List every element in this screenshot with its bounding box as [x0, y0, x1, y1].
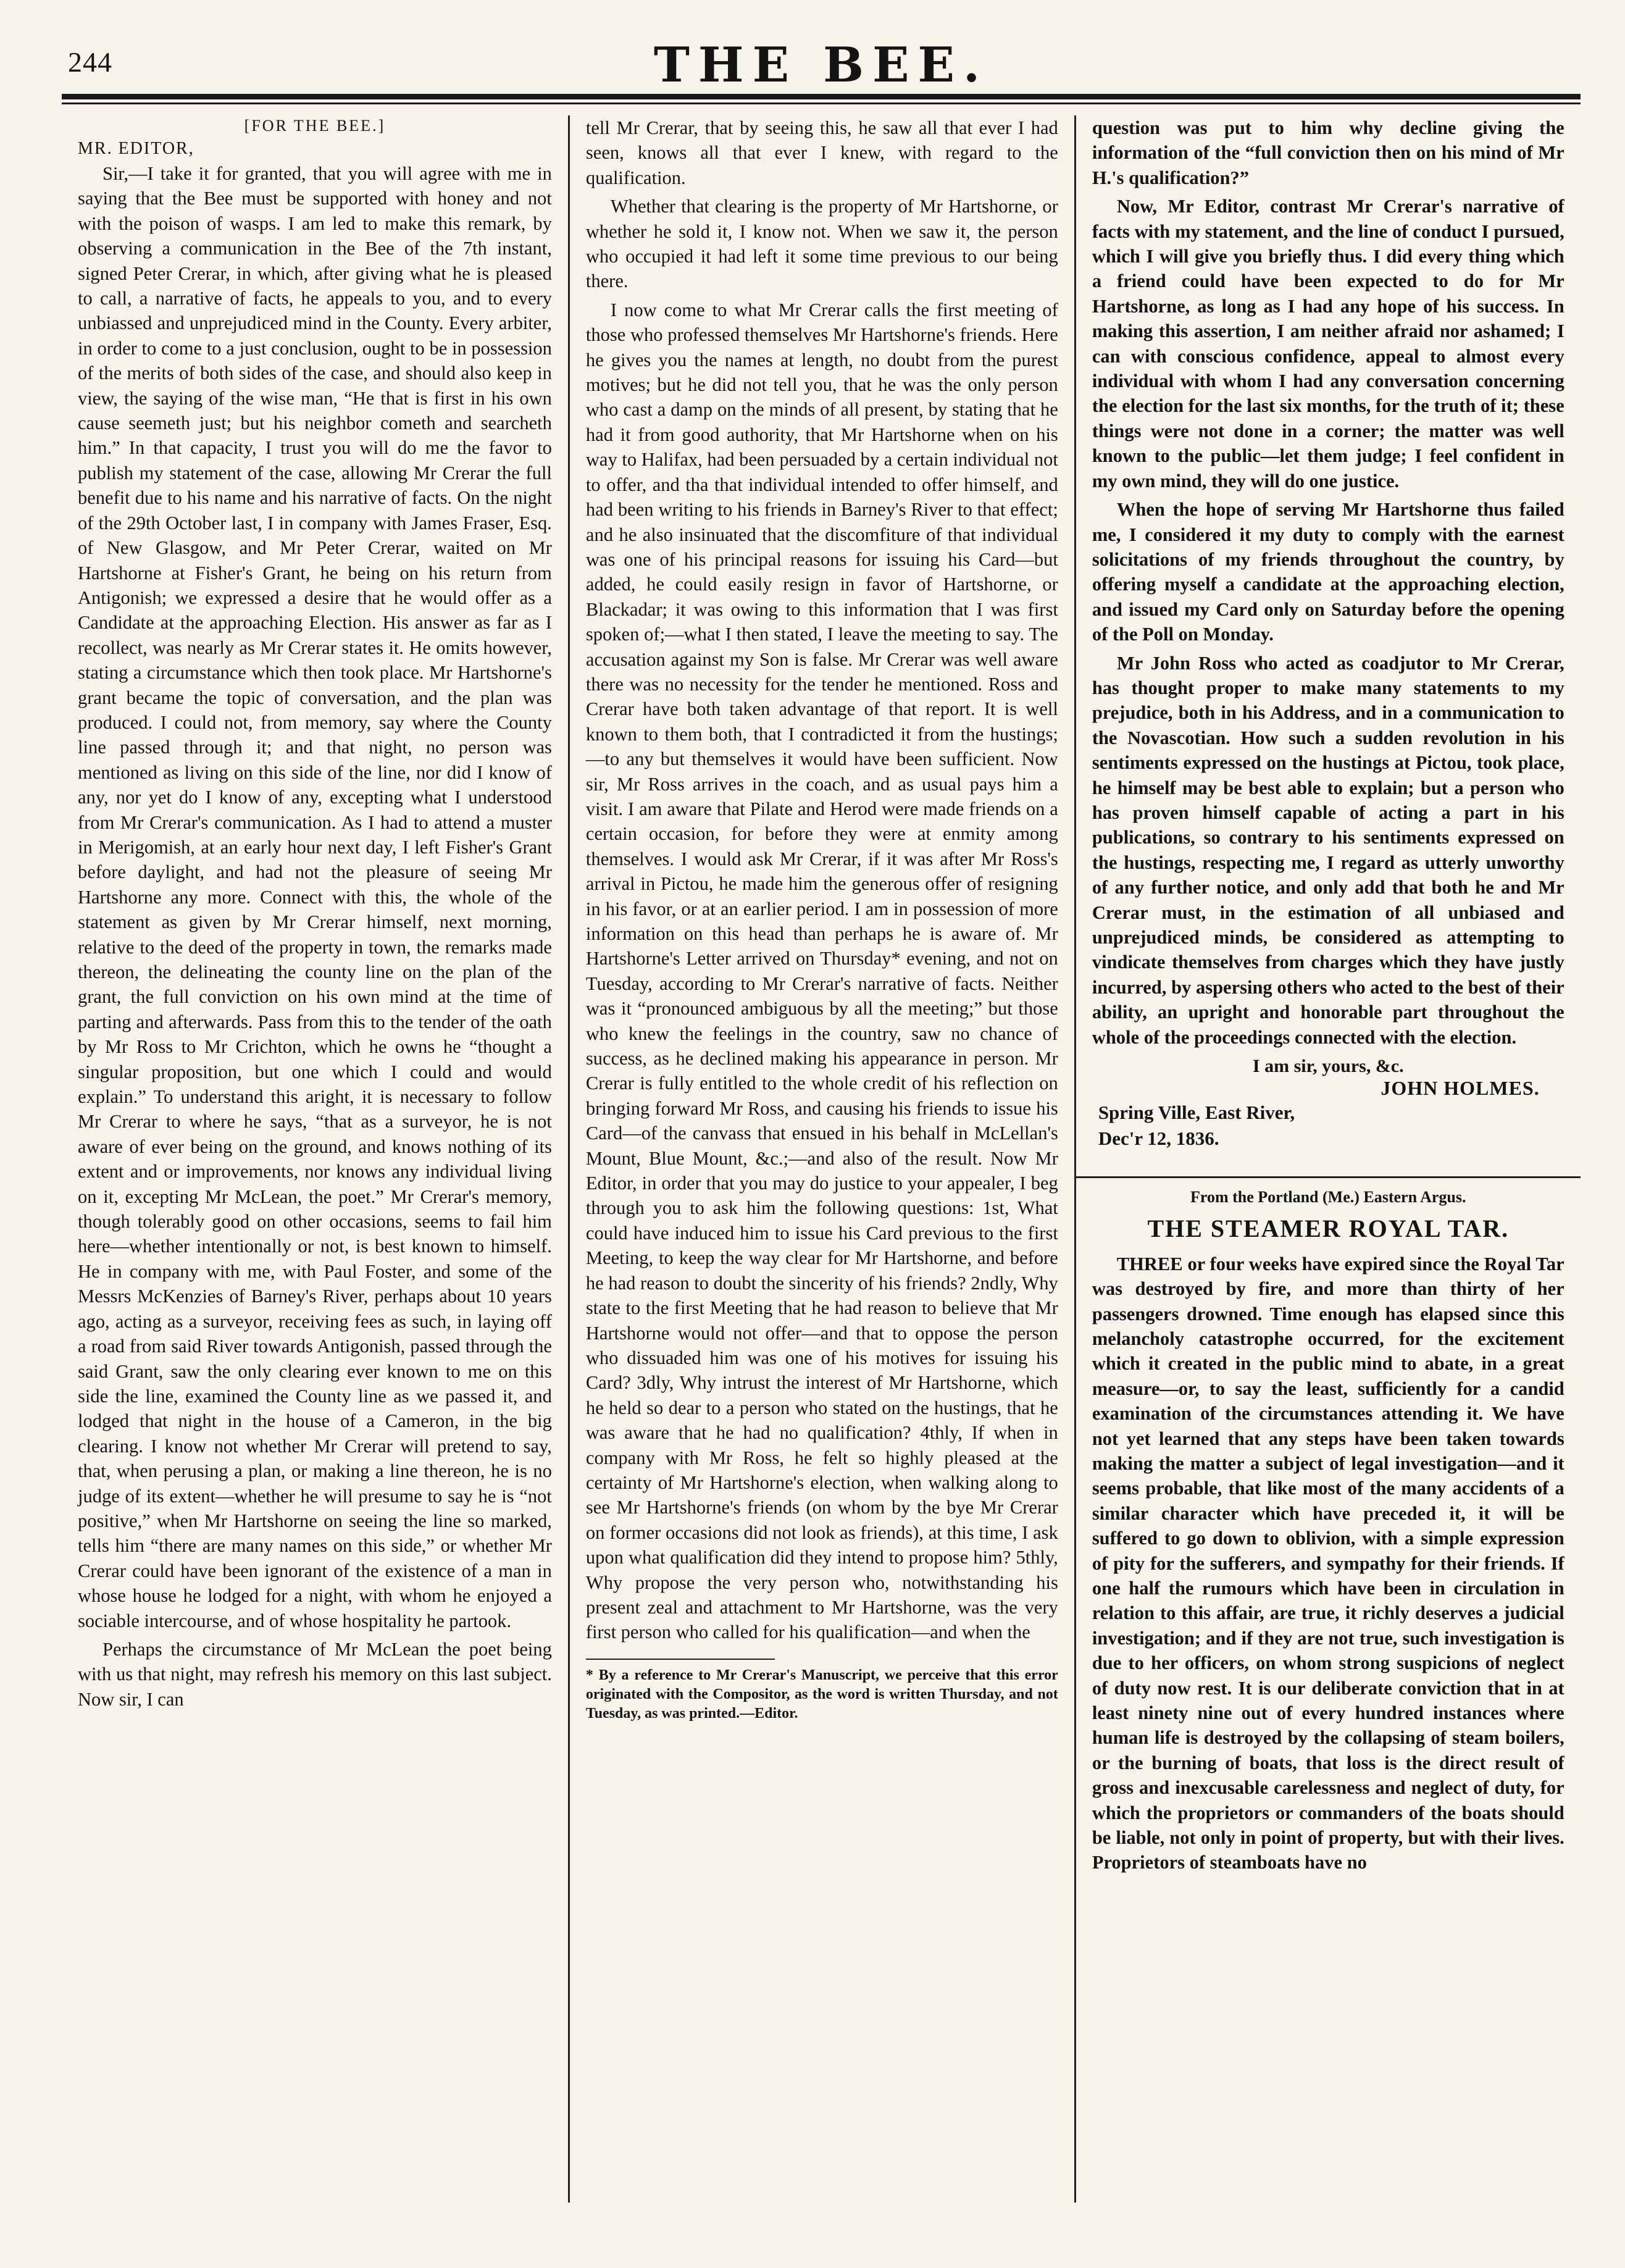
columns [62, 115, 1581, 2203]
page-number: 244 [68, 46, 112, 78]
signoff: I am sir, yours, &c. [1252, 1056, 1404, 1077]
paragraph: I now come to what Mr Crerar calls the first meeting of those who professed themselves Mr Hartshorne's friends. Here he gives you the names at length, no doubt from the purest motives; but he did not tell you, that he was the only person who cast a damp on the minds of all present, by stating that he had it from good authority, that Mr Hartshorne when on his way to Halifax, had been persuaded by a certain individual not to offer, and tha that individual intended to offer himself, and had been writing to his friends in Barney's River to that effect; and he also insinuated that the discomfiture of that individual was one of his principal reasons for issuing his Card—but added, he could easily resign in favor of Hartshorne, or Blackadar; it was owing to this information that I was first spoken of;—what I then stated, I leave the meeting to say. The accusation against my Son is false. Mr Crerar was well aware there was no necessity for the tender he mentioned. Ross and Crerar have both taken advantage of that report. It is well known to them both, that I contradicted it from the hustings;—to any but themselves it would have been sufficient. Now sir, Mr Ross arrives in the coach, and as usual pays him a visit. I am aware that Pilate and Herod were made friends on a certain occasion, for before they were at enmity among themselves. I would ask Mr Crerar, if it was after Mr Ross's arrival in Pictou, he made him the generous offer of resigning in his favor, or at an earlier period. I am in possession of more information on this head than perhaps he is aware of. Mr Hartshorne's Letter arrived on Thursday* evening, and not on Tuesday, according to Mr Crerar's narrative of facts. Neither was it “pronounced ambiguous by all the meeting;” but those who knew the feelings in the country, saw no chance of success, as he declined making his appearance in person. Mr Crerar is fully entitled to the whole credit of his reflection on bringing forward Mr Ross, and causing his friends to issue his Card—of the canvass that ensued in his behalf in McLellan's Mount, Blue Mount, &c.;—and also of the result. Now Mr Editor, in order that you may do justice to your appealer, I beg through you to ask him the following questions: 1st, What could have induced him to issue his Card previous to the first Meeting, to keep the way clear for Mr Hartshorne, and before he had reason to doubt the sincerity of his friends? 2ndly, Why state to the first Meeting that he had reason to believe that Mr Hartshorne would not offer—and that to oppose the person who dissuaded him was one of his motives for issuing his Card? 3dly, Why intrust the interest of Mr Hartshorne, which he held so dear to a person who stated on the hustings, that he was aware that he had no qualification? 4thly, If when in company with Mr Ross, he felt so highly pleased at the certainty of Mr Hartshorne's election, when walking along to see Mr Hartshorne's friends (on whom by the bye Mr Crerar on former occasions did not look as friends), at this time, I ask upon what qualification did they intend to propose him? 5thly, Why propose the very person who, notwithstanding his present zeal and attachment to Mr Hartshorne, was the very first person who called for his qualification—and when the [585, 299, 1058, 1643]
masthead [62, 35, 1581, 91]
column-3 [1074, 115, 1581, 2203]
footnote-rule [586, 1659, 775, 1660]
paragraph: tell Mr Crerar, that by seeing this, he saw all that ever I had seen, knows all that ever I knew, with regard to the qualification. [585, 117, 1058, 188]
paragraph: Now, Mr Editor, contrast Mr Crerar's narrative of facts with my statement, and the line of conduct I pursued, which I will give you briefly thus. I did every thing which a friend could have been expected to do for Mr Hartshorne, as long as I had any hope of his success. In making this assertion, I am neither afraid nor ashamed; I can with conscious confidence, appeal to almost every individual with whom I had any conversation concerning the election for the last six months, for the truth of it; these things were not done in a corner; the matter was well known to the public—let them judge; I feel confident in my own mind, they will do one justice. [1092, 196, 1564, 492]
footnote: * By a reference to Mr Crerar's Manuscript, we perceive that this error originated with the Compositor, as the word is written Thursday, and not Tuesday, as was printed.—Editor. [585, 1667, 1058, 1722]
paragraph: Perhaps the circumstance of Mr McLean the poet being with us that night, may refresh his memory on this last subject. Now sir, I can [78, 1638, 552, 1710]
paragraph: Mr John Ross who acted as coadjutor to Mr Crerar, has thought proper to make many statements to my prejudice, both in his Address, and in a communication to the Novascotian. How such a sudden revolution in his sentiments expressed on the hustings at Pictou, took place, he himself may be best able to explain; but a person who has proven himself capable of acting a part in his publications, so contrary to his sentiments expressed on the hustings, respecting me, I regard as utterly unworthy of any further notice, and only add that both he and Mr Crerar must, in the estimation of all unbiased and unprejudiced minds, be considered as attempting to vindicate themselves from charges which they have justly incurred, by aspersing others who acted to the best of their ability, an upright and honorable part throughout the whole of the proceedings connected with the election. [1092, 652, 1564, 1048]
paragraph: THREE or four weeks have expired since the Royal Tar was destroyed by fire, and more than thirty of her passengers drowned. Time enough has elapsed since this melancholy catastrophe occurred, for the excitement which it created in the public mind to abate, in a great measure—or, to say the least, sufficiently for a candid examination of the circumstances attending it. We have not yet learned that any steps have been taken towards making the matter a subject of legal investigation—and it seems probable, that like most of the many accidents of a similar character which have preceded it, it will be suffered to go down to oblivion, with a simple expression of pity for the sufferers, and sympathy for their friends. If one half the rumours which have been in circulation in relation to this affair, are true, it richly deserves a judicial investigation; and if they are not true, such investigation is due to her officers, on whom strong suspicions of neglect of duty now rest. It is our deliberate conviction that in at least ninety nine out of every hundred instances where human life is destroyed by the collapsing of steam boilers, or the burning of boats, that loss is the direct result of gross and inexcusable carelessness and neglect of duty, for which the proprietors or commanders of the boats should be liable, not only in point of property, but with their lives. Proprietors of steamboats have no [1092, 1253, 1564, 1873]
paper-title: THE BEE. [653, 37, 989, 93]
paragraph: question was put to him why decline giving the information of the “full conviction then on his mind of Mr H.'s qualification?” [1092, 117, 1564, 188]
column-1 [62, 115, 568, 2203]
article-divider [1076, 1176, 1581, 1178]
article-title: THE STEAMER ROYAL TAR. [1147, 1214, 1510, 1242]
paragraph: Whether that clearing is the property of Mr Hartshorne, or whether he sold it, I know not. When we saw it, the person who occupied it had left it some time previous to our being there. [585, 196, 1058, 292]
column-2 [568, 115, 1074, 2203]
masthead-rule-thick [62, 94, 1581, 99]
signature-place: Spring Ville, East River, [1098, 1102, 1295, 1124]
paragraph: Sir,—I take it for granted, that you will agree with me in saying that the Bee must be supported with honey and not with the poison of wasps. I am led to make this remark, by observing a communication in the Bee of the 7th instant, signed Peter Crerar, in which, after giving what he is pleased to call, a narrative of facts, he appeals to you, and to every unbiassed and unprejudiced mind in the County. Every arbiter, in order to come to a just conclusion, ought to be in possession of the merits of both sides of the case, and should also keep in view, the saying of the wise man, “He that is first in his own cause seemeth just; but his neighbor cometh and searcheth him.” In that capacity, I trust you will do me the favor to publish my statement of the case, allowing Mr Crerar the full benefit due to his name and his narrative of facts. On the night of the 29th October last, I in company with James Fraser, Esq. of New Glasgow, and Mr Peter Crerar, waited on Mr Hartshorne at Fisher's Grant, he being on his return from Antigonish; we expressed a desire that he would offer as a Candidate at the approaching Election. His answer as far as I recollect, was nearly as Mr Crerar states it. He omits however, stating a circumstance which then took place. Mr Hartshorne's grant became the topic of conversation, and the plan was produced. I could not, from memory, say where the County line passed through it; and that night, no person was mentioned as living on this side of the line, nor did I know of any, nor yet do I know of any, excepting what I understood from Mr Crerar's communication. As I had to attend a muster in Merigomish, at an early hour next day, I left Fisher's Grant before daylight, and had not the pleasure of seeing Mr Hartshorne any more. Connect with this, the whole of the statement as given by Mr Crerar himself, next morning, relative to the deed of the property in town, the remarks made thereon, the delineating the county line on the plan of the grant, the full conviction on his own mind at the time of parting and afterwards. Pass from this to the tender of the oath by Mr Ross to Mr Crichton, which he owns he “thought a singular proposition, but one which I could and would explain.” To understand this aright, it is necessary to follow Mr Crerar to where he says, “that as a surveyor, he is not aware of ever being on the ground, and knows nothing of its extent and or improvements, nor knows any individual living on it, excepting Mr McLean, the poet.” Mr Crerar's memory, though tolerably good on other occasions, seems to fail him here—whether intentionally or not, is best known to himself. He in company with me, with Paul Foster, and some of the Messrs McKenzies of Barney's River, perhaps about 10 years ago, acting as a surveyor, receiving fees as such, in laying off a road from said River towards Antigonish, passed through the said Grant, saw the only clearing ever known to me on this side the line, examined the County line as we passed it, and lodged that night in the house of a Cameron, in the big clearing. I know not whether Mr Crerar will pretend to say, that, when perusing a plan, or making a line thereon, he is no judge of its extent—whether he will presume to say he is “not positive,” when Mr Hartshorne on seeing the line so marked, tells him “there are many names on this side,” or whether Mr Crerar could have been ignorant of the existence of a man in whose house he lodged for a night, with whom he enjoyed a sociable intercourse, and of whose hospitality he partook. [78, 163, 552, 1631]
signature: JOHN HOLMES. [1381, 1077, 1540, 1100]
article-source: From the Portland (Me.) Eastern Argus. [1190, 1187, 1466, 1206]
letter-heading: [FOR THE BEE.] [244, 117, 386, 135]
signature-date: Dec'r 12, 1836. [1098, 1127, 1219, 1149]
salutation: MR. EDITOR, [78, 139, 194, 158]
masthead-rule-thin [62, 103, 1581, 104]
paragraph: When the hope of serving Mr Hartshorne thus failed me, I considered it my duty to comply with the earnest solicitations of my friends throughout the country, by offering myself a candidate at the approaching election, and issued my Card only on Saturday before the opening of the Poll on Monday. [1092, 499, 1564, 645]
